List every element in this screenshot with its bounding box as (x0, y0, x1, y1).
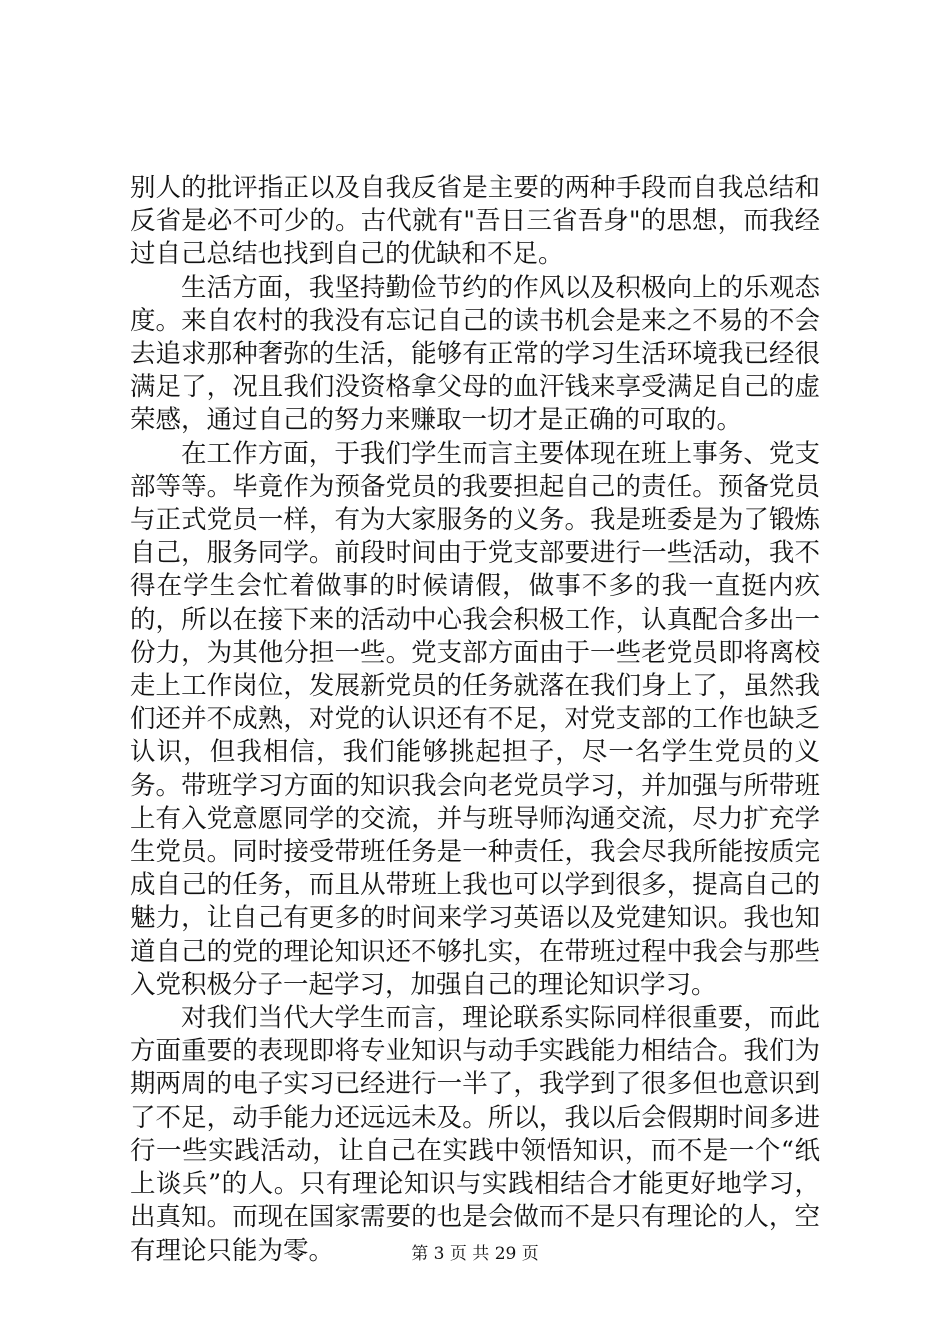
paragraph-practice: 对我们当代大学生而言，理论联系实际同样很重要，而此方面重要的表现即将专业知识与动手实践能力相结合。我们为期两周的电子实习已经进行一半了，我学到了很多但也意识到了不足，动手能力还远远未及。所以，我以后会假期时间多进行一些实践活动，让自己在实践中领悟知识，而不是一个“纸上谈兵”的人。只有理论知识与实践相结合才能更好地学习，出真知。而现在国家需要的也是会做而不是只有理论的人，空有理论只能为零。 (130, 1003, 820, 1266)
page-number-footer: 第 3 页 共 29 页 (411, 1244, 539, 1264)
paragraph-continuation: 别人的批评指正以及自我反省是主要的两种手段而自我总结和反省是必不可少的。古代就有"吾日三省吾身"的思想，而我经过自己总结也找到自己的优缺和不足。 (130, 173, 820, 270)
paragraph-work: 在工作方面，于我们学生而言主要体现在班上事务、党支部等等。毕竟作为预备党员的我要担起自己的责任。预备党员与正式党员一样，有为大家服务的义务。我是班委是为了锻炼自己，服务同学。前段时间由于党支部要进行一些活动，我不得在学生会忙着做事的时候请假，做事不多的我一直挺内疚的，所以在接下来的活动中心我会积极工作，认真配合多出一份力，为其他分担一些。党支部方面由于一些老党员即将离校走上工作岗位，发展新党员的任务就落在我们身上了，虽然我们还并不成熟，对党的认识还有不足，对党支部的工作也缺乏认识，但我相信，我们能够挑起担子，尽一名学生党员的义务。带班学习方面的知识我会向老党员学习，并加强与所带班上有入党意愿同学的交流，并与班导师沟通交流，尽力扩充学生党员。同时接受带班任务是一种责任，我会尽我所能按质完成自己的任务，而且从带班上我也可以学到很多，提高自己的魅力，让自己有更多的时间来学习英语以及党建知识。我也知道自己的党的理论知识还不够扎实，在带班过程中我会与那些入党积极分子一起学习，加强自己的理论知识学习。 (130, 438, 820, 1000)
paragraph-life: 生活方面，我坚持勤俭节约的作风以及积极向上的乐观态度。来自农村的我没有忘记自己的读书机会是来之不易的不会去追求那种奢弥的生活，能够有正常的学习生活环境我已经很满足了，况且我们没资格拿父母的血汗钱来享受满足自己的虚荣感，通过自己的努力来赚取一切才是正确的可取的。 (130, 272, 820, 436)
document-body (130, 172, 820, 1268)
